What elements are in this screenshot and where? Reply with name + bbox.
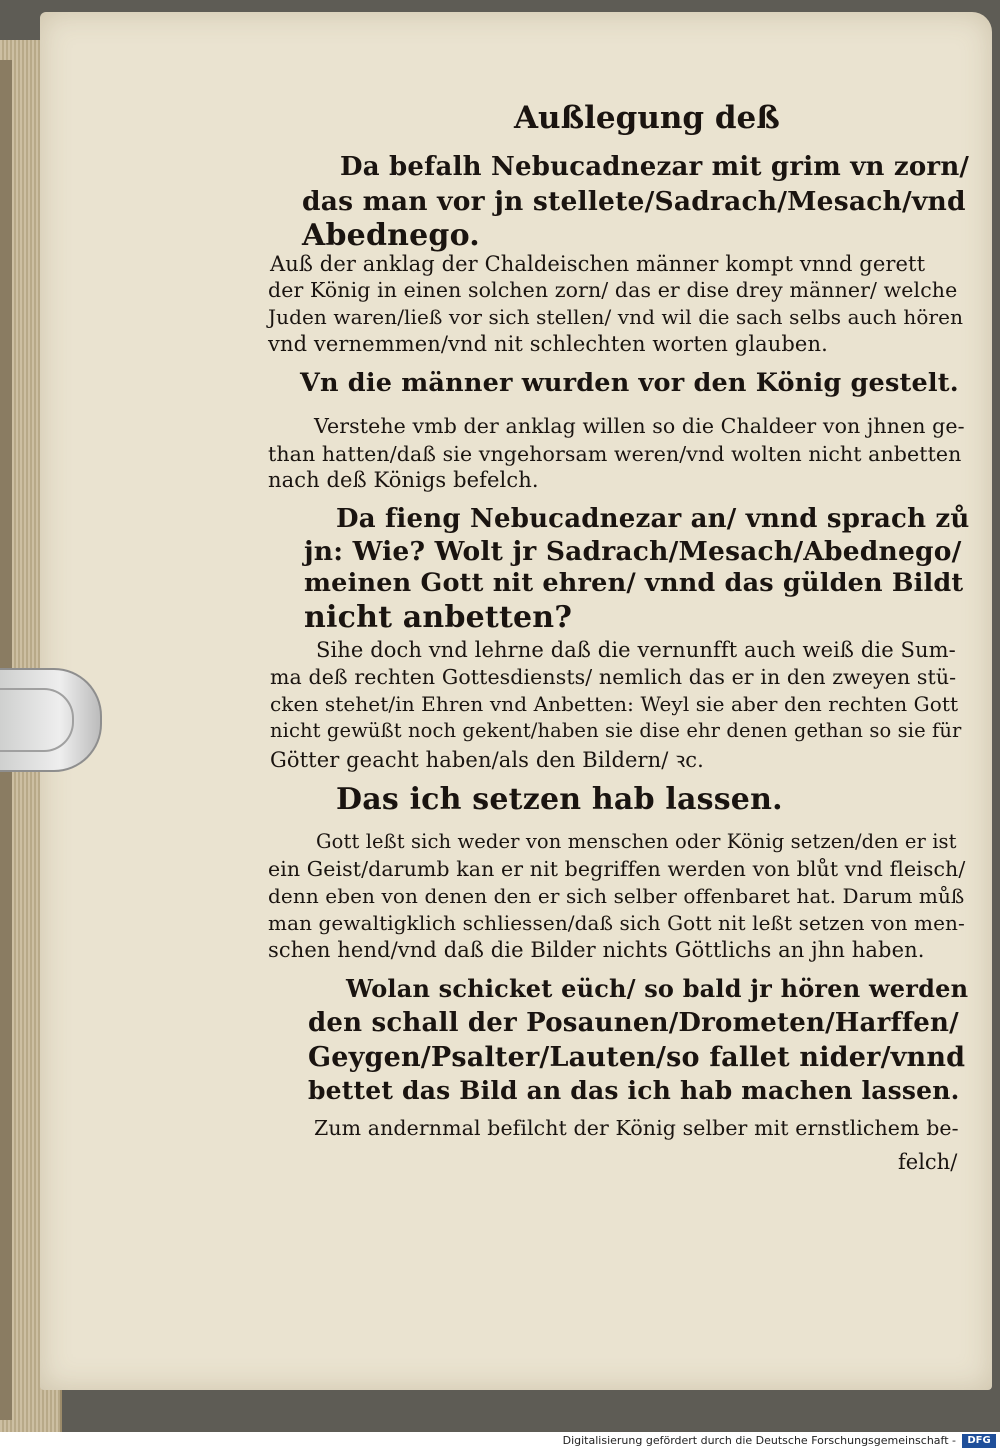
gloss-line: Götter geacht haben/als den Bildern/ ꝛc. — [270, 748, 704, 772]
gloss-line: man gewaltigklich schliessen/daß sich Gott nit leßt setzen von men- — [268, 911, 965, 935]
running-head: Außlegung deß — [514, 100, 780, 136]
paper-clip — [0, 668, 102, 772]
gloss-line: schen hend/vnd daß die Bilder nichts Göttlichs an jhn haben. — [268, 938, 925, 962]
gloss-line: Zum andernmal befilcht der König selber mit ernstlichem be- — [314, 1116, 959, 1140]
gloss-line: than hatten/daß sie vngehorsam weren/vnd wolten nicht anbetten — [268, 442, 962, 466]
gloss-line: ein Geist/darumb kan er nit begriffen werden von blůt vnd fleisch/ — [268, 857, 966, 881]
lemma-line: Abednego. — [302, 218, 480, 253]
lemma-line: Das ich setzen hab lassen. — [336, 782, 783, 817]
lemma-line: nicht anbetten? — [304, 600, 573, 635]
gloss-line: vnd vernemmen/vnd nit schlechten worten glauben. — [268, 332, 828, 356]
gloss-line: cken stehet/in Ehren vnd Anbetten: Weyl sie aber den rechten Gott — [270, 692, 959, 716]
lemma-line: Wolan schicket eüch/ so bald jr hören werden — [346, 974, 969, 1003]
footer-bar — [0, 1432, 1000, 1451]
gloss-line: der König in einen solchen zorn/ das er dise drey männer/ welche — [268, 278, 958, 302]
footer-credit: Digitalisierung gefördert durch die Deutsche Forschungsgemeinschaft - — [562, 1434, 956, 1447]
book-page — [40, 12, 992, 1390]
lemma-line: Geygen/Psalter/Lauten/so fallet nider/vnnd — [308, 1042, 966, 1073]
dfg-logo: DFG — [962, 1434, 996, 1448]
lemma-line: Da befalh Nebucadnezar mit grim vn zorn/ — [340, 152, 970, 182]
lemma-line: jn: Wie? Wolt jr Sadrach/Mesach/Abednego/ — [304, 536, 962, 567]
gloss-line: denn eben von denen den er sich selber offenbaret hat. Darum můß — [268, 884, 965, 908]
lemma-line: bettet das Bild an das ich hab machen lassen. — [308, 1076, 960, 1105]
gloss-line: Auß der anklag der Chaldeischen männer kompt vnnd gerett — [270, 252, 926, 276]
gloss-line: nicht gewüßt noch gekent/haben sie dise ehr denen gethan so sie für — [270, 719, 962, 742]
catchword: felch/ — [898, 1150, 958, 1174]
gloss-line: Sihe doch vnd lehrne daß die vernunfft auch weiß die Sum- — [316, 638, 956, 662]
lemma-line: den schall der Posaunen/Drometen/Harffen/ — [308, 1008, 959, 1038]
gloss-line: nach deß Königs befelch. — [268, 468, 539, 492]
lemma-line: Vn die männer wurden vor den König gestelt. — [300, 368, 959, 398]
gloss-line: ma deß rechten Gottesdiensts/ nemlich das er in den zweyen stü- — [270, 665, 957, 689]
gloss-line: Juden waren/ließ vor sich stellen/ vnd wil die sach selbs auch hören — [268, 305, 964, 329]
lemma-line: Da fieng Nebucadnezar an/ vnnd sprach zů — [336, 504, 970, 534]
lemma-line: das man vor jn stellete/Sadrach/Mesach/vnd — [302, 186, 966, 217]
gloss-line: Verstehe vmb der anklag willen so die Chaldeer von jhnen ge- — [314, 414, 965, 438]
lemma-line: meinen Gott nit ehren/ vnnd das gülden Bildt — [304, 568, 964, 598]
gloss-line: Gott leßt sich weder von menschen oder König setzen/den er ist — [316, 830, 957, 853]
